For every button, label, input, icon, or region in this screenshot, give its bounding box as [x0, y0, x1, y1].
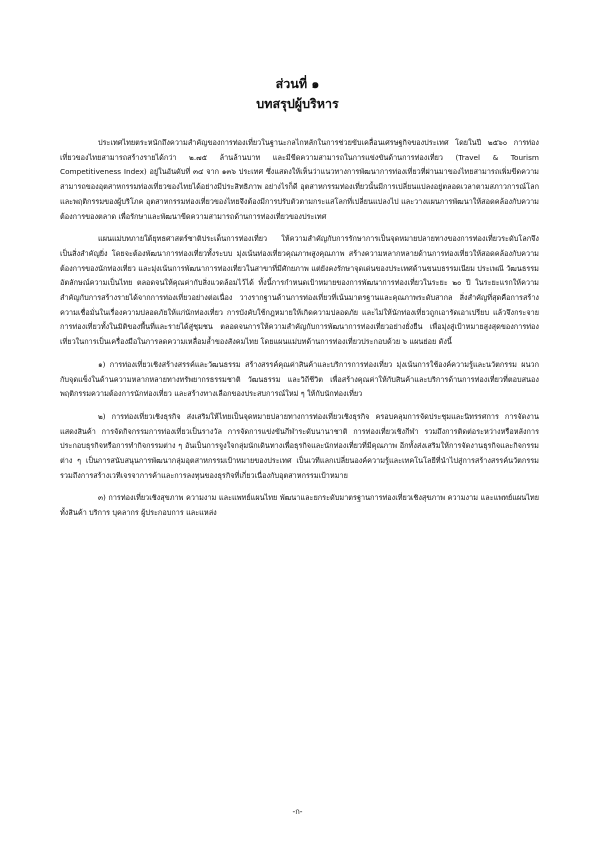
list-item-health-tourism: ๓) การท่องเที่ยวเชิงสุขภาพ ความงาม และแพทย์แผนไทย พัฒนาและยกระดับมาตรฐานการท่องเที่ยวเชิงสุขภาพ ความงาม และแพทย์แผนไทย ทั้งสินค้า บริการ บุคลากร ผู้ประกอบการ และแหล่ง: [60, 493, 539, 518]
page-number: -ก-: [292, 807, 303, 816]
paragraph-masterplan: แผนแม่บทภายใต้ยุทธศาสตร์ชาติประเด็นการท่องเที่ยว ให้ความสำคัญกับการรักษาการเป็นจุดหมายปลายทางของการท่องเที่ยวระดับโลกจึงเป็นสิ่งสำคัญยิ่ง โดยจะต้องพัฒนาการท่องเที่ยวทั้งระบบ มุ่งเน้นท่องเที่ยวคุณภาพสูงคุณภาพ สร้างความหลากหลายด้านการท่องเที่ยวให้สอดคล้องกับความต้องการของนักท่องเที่ยว และมุ่งเน้นการพัฒนาการท่องเที่ยวในสาขาที่มีศักยภาพ แต่ยังคงรักษาจุดเด่นของประเทศด้านขนบธรรมเนียม ประเพณี วัฒนธรรม อัตลักษณ์ความเป็นไทย ตลอดจนให้คุณค่ากับสิ่งแวดล้อมไว้ได้ ทั้งนี้การกำหนดเป้าหมายของการพัฒนาการท่องเที่ยวในระยะ ๒๐ ปี ในระยะแรกให้ความสำคัญกับการสร้างรายได้จากการท่องเที่ยวอย่างต่อเนื่อง วางรากฐานด้านการท่องเที่ยวที่เน้นมาตรฐานและคุณภาพระดับสากล สิ่งสำคัญที่สุดคือการสร้างความเชื่อมั่นในเรื่องความปลอดภัยให้แก่นักท่องเที่ยว การบังคับใช้กฎหมายให้เกิดความปลอดภัย และไม่ให้นักท่องเที่ยวถูกเอารัดเอาเปรียบ แล้วจึงกระจายการท่องเที่ยวทั้งในมิติของพื้นที่และรายได้สู่ชุมชน ตลอดจนการให้ความสำคัญกับการพัฒนาการท่องเที่ยวอย่างยั่งยืน เพื่อมุ่งสู่เป้าหมายสูงสุดของการท่องเที่ยวในการเป็นเครื่องมือในการลดความเหลื่อมล้ำของสังคมไทย โดยแผนแม่บทด้านการท่องเที่ยวประกอบด้วย ๖ แผนย่อย ดังนี้: [60, 234, 539, 347]
paragraph-intro: ประเทศไทยตระหนักถึงความสำคัญของการท่องเที่ยวในฐานะกลไกหลักในการช่วยขับเคลื่อนเศรษฐกิจของประเทศ โดยในปี ๒๕๖๐ การท่องเที่ยวของไทยสามารถสร้างรายได้กว่า ๒.๗๕ ล้านล้านบาท และมีขีดความสามารถในการแข่งขันด้านการท่องเที่ยว (Travel & Tourism Competitiveness Index) อยู่ในอันดับที่ ๓๔ จาก ๑๓๖ ประเทศ ซึ่งแสดงให้เห็นว่าแนวทางการพัฒนาการท่องเที่ยวที่ผ่านมาของไทยสามารถเพิ่มขีดความสามารถของอุตสาหกรรมท่องเที่ยวของไทยได้อย่างมีประสิทธิภาพ อย่างไรก็ดี อุตสาหกรรมท่องเที่ยวนั้นมีการเปลี่ยนแปลงอยู่ตลอดเวลาตามสภาวการณ์โลกและพฤติกรรมของผู้บริโภค อุตสาหกรรมท่องเที่ยวของไทยจึงต้องมีการปรับตัวตามกระแสโลกที่เปลี่ยนแปลงไป และวางแผนการพัฒนาให้สอดคล้องกับความต้องการของตลาด เพื่อรักษาและพัฒนาขีดความสามารถด้านการท่องเที่ยวของประเทศ: [60, 138, 539, 221]
list-item-creative-tourism: ๑) การท่องเที่ยวเชิงสร้างสรรค์และวัฒนธรรม สร้างสรรค์คุณค่าสินค้าและบริการการท่องเที่ยว มุ่งเน้นการใช้องค์ความรู้และนวัตกรรม ผนวกกับจุดแข็งในด้านความหลากหลายทางทรัพยากรธรรมชาติ วัฒนธรรม และวิถีชีวิต เพื่อสร้างคุณค่าให้กับสินค้าและบริการด้านการท่องเที่ยวที่ตอบสนองพฤติกรรมความต้องการนักท่องเที่ยว และสร้างทางเลือกของประสบการณ์ใหม่ ๆ ให้กับนักท่องเที่ยว: [60, 359, 539, 399]
section-subtitle: บทสรุปผู้บริหาร: [256, 96, 339, 111]
section-title: ส่วนที่ ๑: [275, 76, 320, 91]
list-item-business-tourism: ๒) การท่องเที่ยวเชิงธุรกิจ ส่งเสริมให้ไทยเป็นจุดหมายปลายทางการท่องเที่ยวเชิงธุรกิจ ครอบคลุมการจัดประชุมและนิทรรศการ การจัดงานแสดงสินค้า การจัดกิจกรรมการท่องเที่ยวเป็นรางวัล การจัดการแข่งขันกีฬาระดับนานาชาติ การท่องเที่ยวเชิงกีฬา รวมถึงการติดต่อระหว่างหรือหลังการประกอบธุรกิจหรือการทำกิจกรรมต่าง ๆ อันเป็นการจูงใจกลุ่มนักเดินทางเพื่อธุรกิจและนักท่องเที่ยวที่มีคุณภาพ อีกทั้งส่งเสริมให้การจัดงานธุรกิจและกิจกรรมต่าง ๆ เป็นการสนับสนุนการพัฒนากลุ่มอุตสาหกรรมเป้าหมายของประเทศ เป็นเวทีแลกเปลี่ยนองค์ความรู้และเทคโนโลยีที่นำไปสู่การสร้างสรรค์นวัตกรรม รวมถึงการสร้างเวทีเจรจาการค้าและการลงทุนของธุรกิจที่เกี่ยวเนื่องกับอุตสาหกรรมเป้าหมาย: [60, 411, 539, 480]
document-body: [60, 136, 539, 529]
